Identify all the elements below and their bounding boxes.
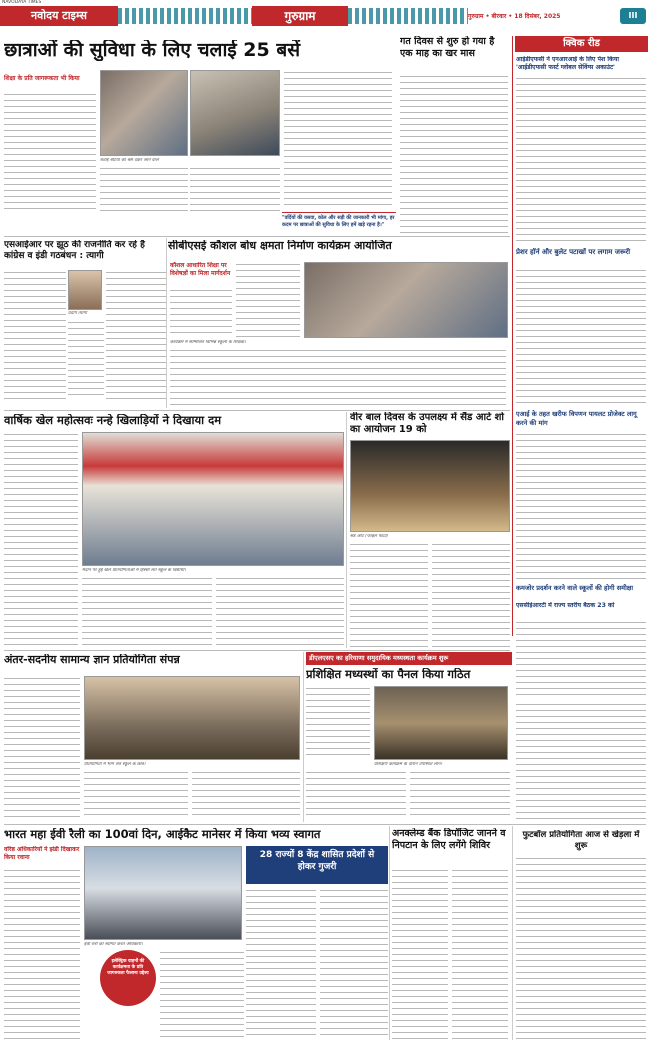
- ev-body-4: [320, 888, 388, 1040]
- ev-banner: 28 राज्यों 8 केंद्र शासित प्रदेशों से होकर गुजरी: [246, 846, 388, 884]
- ev-photo: [84, 846, 242, 940]
- quick-item-4b-title: एससीईआरटी में राज्य स्तरीय बैठक 23 को: [516, 602, 615, 609]
- quick-item-1-body: [516, 76, 646, 244]
- mediators-kicker: डीएलएसए का हरियाणा समुदायिक मध्यस्थता कार्यक्रम शुरू: [306, 652, 512, 665]
- deposits-body-1: [392, 868, 448, 1040]
- cbse-photo: [304, 262, 508, 338]
- ornament-right: [348, 8, 468, 24]
- cbse-caption: कार्यक्रम में सम्मिलित विभिन्न स्कूलों के शिक्षक।: [170, 340, 246, 345]
- football-headline: फुटबॉल प्रतियोगिता आज से खेड़ला में शुरू: [522, 830, 640, 851]
- lead-caption: बताई बेटियों को बस देकर जाने वाले: [100, 158, 159, 163]
- quick-item-4-body: [516, 620, 646, 698]
- masthead: [0, 0, 650, 30]
- divider-v-4: [389, 826, 390, 1040]
- sports-body-1: [4, 432, 78, 650]
- gk-caption: प्रतियोगिता में भाग लेते स्कूल के छात्र।: [84, 762, 146, 767]
- quick-item-4-title: कमजोर प्रदर्शन करने वाले स्कूलों की होगी समीक्षा: [516, 584, 634, 592]
- congress-headline: एसआईआर पर झूठ की राजनीति कर रहे है कांग्रेस व इंडी गठबंधन : त्यागी: [4, 240, 145, 261]
- divider-v-3: [303, 652, 304, 822]
- page-number: III: [620, 8, 646, 24]
- ev-body-3: [246, 888, 316, 1040]
- gk-photo: [84, 676, 300, 760]
- sand-body-2: [432, 542, 510, 650]
- mediators-body-3: [410, 770, 510, 820]
- sports-body-3: [216, 576, 344, 648]
- congress-caption: प्रदीप त्यागी: [68, 311, 87, 316]
- congress-body-3: [68, 320, 104, 400]
- divider-v-5: [512, 826, 513, 1040]
- congress-body-1: [4, 270, 66, 400]
- sports-caption: मैदान पर हुई खेल प्रतियोगिताओं में हिस्सा लेते स्कूल के विद्यार्थी।: [82, 568, 186, 573]
- cbse-headline: सीबीएसई कौशल बोध क्षमता निर्माण कार्यक्रम आयोजित: [168, 240, 392, 252]
- mediators-headline: प्रशिक्षित मध्यस्थों का पैनल किया गठित: [306, 668, 471, 681]
- gk-body-2: [84, 770, 188, 820]
- brand-logo: [0, 6, 118, 26]
- section-label: गुरुग्राम: [252, 6, 348, 26]
- congress-body-2: [106, 270, 166, 400]
- lead-body-col4: [284, 70, 392, 210]
- quick-item-2-body: [516, 268, 646, 406]
- lead-sub: शिक्षा के प्रति जागरूकता भी किया: [4, 75, 80, 82]
- gk-body-1: [4, 676, 80, 818]
- lead-photo-1: [100, 70, 188, 156]
- mediators-photo: [374, 686, 508, 760]
- football-body: [516, 856, 646, 1040]
- kharmas-body: [400, 74, 508, 236]
- cbse-body-3: [170, 348, 506, 408]
- cbse-body-1: [170, 288, 232, 338]
- sports-headline: वार्षिक खेल महोत्सवः नन्हे खिलाड़ियों ने दिखाया दम: [4, 414, 222, 427]
- quick-read-header: क्विक रीड: [515, 36, 648, 52]
- sports-body-2: [82, 576, 212, 648]
- mediators-body-2: [306, 770, 406, 820]
- cbse-sub: कौशल आधारित शिक्षा पर विशेषज्ञों का मिला मार्गदर्शन: [170, 262, 231, 277]
- congress-photo: [68, 270, 102, 310]
- brand-name: नवोदय टाइम्स: [31, 9, 87, 22]
- quick-item-1-title: आईडीएफसी ने एनआरआई के लिए पेश किया 'आईडीएफसी फर्स्ट ग्लोबल सेविंग्स अकाउंट': [516, 56, 619, 71]
- sand-caption: सैंड आर्ट (फाइल फोटो): [350, 534, 389, 539]
- sand-photo: [350, 440, 510, 532]
- lead-photo-2: [190, 70, 280, 156]
- ornament-left: [118, 8, 252, 24]
- lead-body-col2: [100, 166, 188, 212]
- divider-h-1: [4, 236, 510, 237]
- ev-body-1: [4, 868, 80, 1040]
- gk-body-3: [192, 770, 300, 820]
- gk-headline: अंतर-सदनीय सामान्य ज्ञान प्रतियोगिता संपन्न: [4, 654, 180, 666]
- divider-h-4: [4, 824, 646, 825]
- quick-item-3-body: [516, 432, 646, 580]
- deposits-headline: अनक्लेम्ड बैंक डिपॉजिट जानने व निपटान के लिए लगेंगे शिविर: [392, 828, 506, 851]
- lead-body-col3: [190, 166, 280, 212]
- divider-h-2: [4, 410, 510, 411]
- divider-h-3: [4, 650, 510, 651]
- ev-badge: इलेक्ट्रिक वाहनों की कार्यक्षमता के प्रति जागरुकता फैलाना उद्देश्य: [100, 950, 156, 1006]
- divider-v-1: [166, 238, 167, 408]
- ev-caption: ईवी रैली का स्वागत करते अधिकारी।: [84, 942, 143, 947]
- sand-headline: वीर बाल दिवस के उपलक्ष्य में सैंड आर्ट शो का आयोजन 19 को: [350, 412, 505, 435]
- ev-body-2: [160, 950, 244, 1040]
- sports-photo: [82, 432, 344, 566]
- brand-en: NAVODAYA TIMES: [2, 0, 42, 5]
- quick-item-3-title: एआई के तहत खरीफ विपणन पायलट प्रोजेक्ट लागू करने की मांग: [516, 410, 637, 427]
- ev-sub: वरिष्ठ अधिकारियों ने झंडी दिखाकर किया रवाना: [4, 846, 80, 861]
- lead-body-col1: [4, 92, 96, 212]
- kharmas-headline: गत दिवस से शुरु हो गया है एक माह का खर मास: [400, 36, 495, 59]
- deposits-body-2: [452, 868, 508, 1040]
- cbse-body-2: [236, 262, 300, 338]
- quick-extra-body: [516, 702, 646, 820]
- dateline: गुरुग्राम • बीरवार • 18 दिसंबर, 2025: [468, 13, 561, 20]
- mediators-body-1: [306, 686, 370, 756]
- sand-body-1: [350, 542, 428, 650]
- lead-quote: "वर्दियों की वसवा, कोल और सड़ी की जानकारी भी मांगा, हर कदम पर छात्राओं की सुविधा के लिए हमें खड़े रहना है।": [282, 212, 396, 228]
- divider-v-2: [346, 412, 347, 648]
- ev-headline: भारत महा ईवी रैली का 100वां दिन, आईकैट मानेसर में किया भव्य स्वागत: [4, 828, 321, 841]
- quick-item-2-title: प्रेशर हॉर्न और बुलेट पटाखों पर लगाम जरूरी: [516, 248, 631, 256]
- mediators-caption: प्रशिक्षण कार्यक्रम के दौरान उपस्थित लोग।: [374, 762, 443, 767]
- lead-headline: छात्राओं की सुविधा के लिए चलाई 25 बसें: [4, 40, 301, 61]
